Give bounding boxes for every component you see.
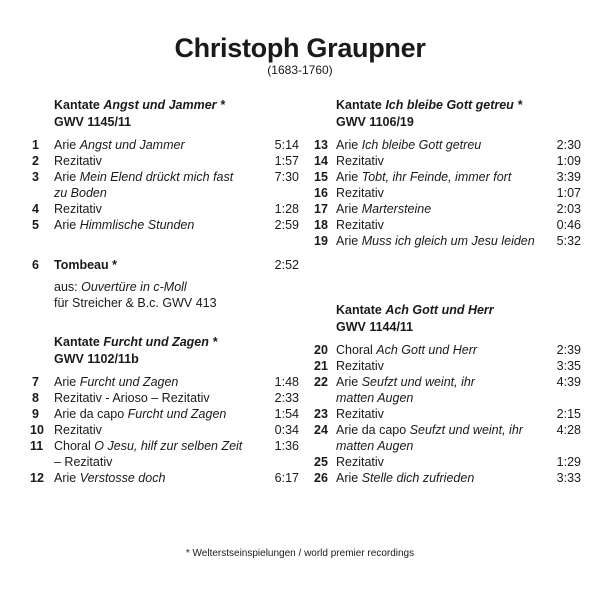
track-row: 10 Rezitativ 0:34 (30, 423, 299, 437)
track-row: 21 Rezitativ 3:35 (314, 359, 581, 373)
work-ich-bleibe-gott-getreu (314, 97, 589, 249)
footnote: * Welterstseinspielungen / world premier recordings (185, 548, 415, 559)
tombeau-source-note: aus: Ouvertüre in c-Moll für Streicher & B.c. GWV 413 (54, 280, 217, 310)
track-row: 5 Arie Himmlische Stunden 2:59 (32, 218, 299, 232)
track-row: 13 Arie Ich bleibe Gott getreu 2:30 (314, 138, 581, 152)
track-row: 19 Arie Muss ich gleich um Jesu leiden 5:32 (314, 234, 581, 248)
work-ach-gott-und-herr (314, 302, 589, 486)
composer-dates: (1683-1760) (267, 63, 333, 77)
work-heading: Kantate Ach Gott und Herr (336, 303, 494, 317)
track-row: 25 Rezitativ 1:29 (314, 455, 581, 469)
track-row: 23 Rezitativ 2:15 (314, 407, 581, 421)
track-row: 6 Tombeau * 2:52 (32, 258, 299, 272)
track-row: 2 Rezitativ 1:57 (32, 154, 299, 168)
work-angst-und-jammer (32, 97, 307, 233)
track-row: 14 Rezitativ 1:09 (314, 154, 581, 168)
work-gwv: GWV 1145/11 (54, 115, 132, 129)
track-row: 17 Arie Martersteine 2:03 (314, 202, 581, 216)
track-row: 4 Rezitativ 1:28 (32, 202, 299, 216)
track-row: 8 Rezitativ - Arioso – Rezitativ 2:33 (32, 391, 299, 405)
track-row: 20 Choral Ach Gott und Herr 2:39 (314, 343, 581, 357)
track-row: 18 Rezitativ 0:46 (314, 218, 581, 232)
work-furcht-und-zagen (32, 334, 307, 486)
work-heading: Kantate Furcht und Zagen * (54, 335, 218, 349)
track-row: 1 Arie Angst und Jammer 5:14 (32, 138, 299, 152)
track-row: 15 Arie Tobt, ihr Feinde, immer fort 3:39 (314, 170, 581, 184)
track-row: 24 Arie da capo Seufzt und weint, ihr matten Augen 4:28 (314, 423, 581, 453)
work-gwv: GWV 1144/11 (336, 320, 414, 334)
track-row: 3 Arie Mein Elend drückt mich fast zu Boden 7:30 (32, 170, 299, 200)
composer-title: Christoph Graupner (174, 33, 426, 63)
work-heading: Kantate Angst und Jammer * (54, 98, 225, 112)
track-row: 22 Arie Seufzt und weint, ihr matten Augen 4:39 (314, 375, 581, 405)
work-gwv: GWV 1102/11b (54, 352, 139, 366)
track-row: 7 Arie Furcht und Zagen 1:48 (32, 375, 299, 389)
work-gwv: GWV 1106/19 (336, 115, 414, 129)
track-row: 16 Rezitativ 1:07 (314, 186, 581, 200)
work-heading: Kantate Ich bleibe Gott getreu * (336, 98, 523, 112)
track-row: 11 Choral O Jesu, hilf zur selben Zeit – Rezitativ 1:36 (30, 439, 299, 469)
track-row: 9 Arie da capo Furcht und Zagen 1:54 (32, 407, 299, 421)
track-row: 26 Arie Stelle dich zufrieden 3:33 (314, 471, 581, 485)
track-row: 12 Arie Verstosse doch 6:17 (30, 471, 299, 485)
work-tombeau (32, 257, 307, 311)
